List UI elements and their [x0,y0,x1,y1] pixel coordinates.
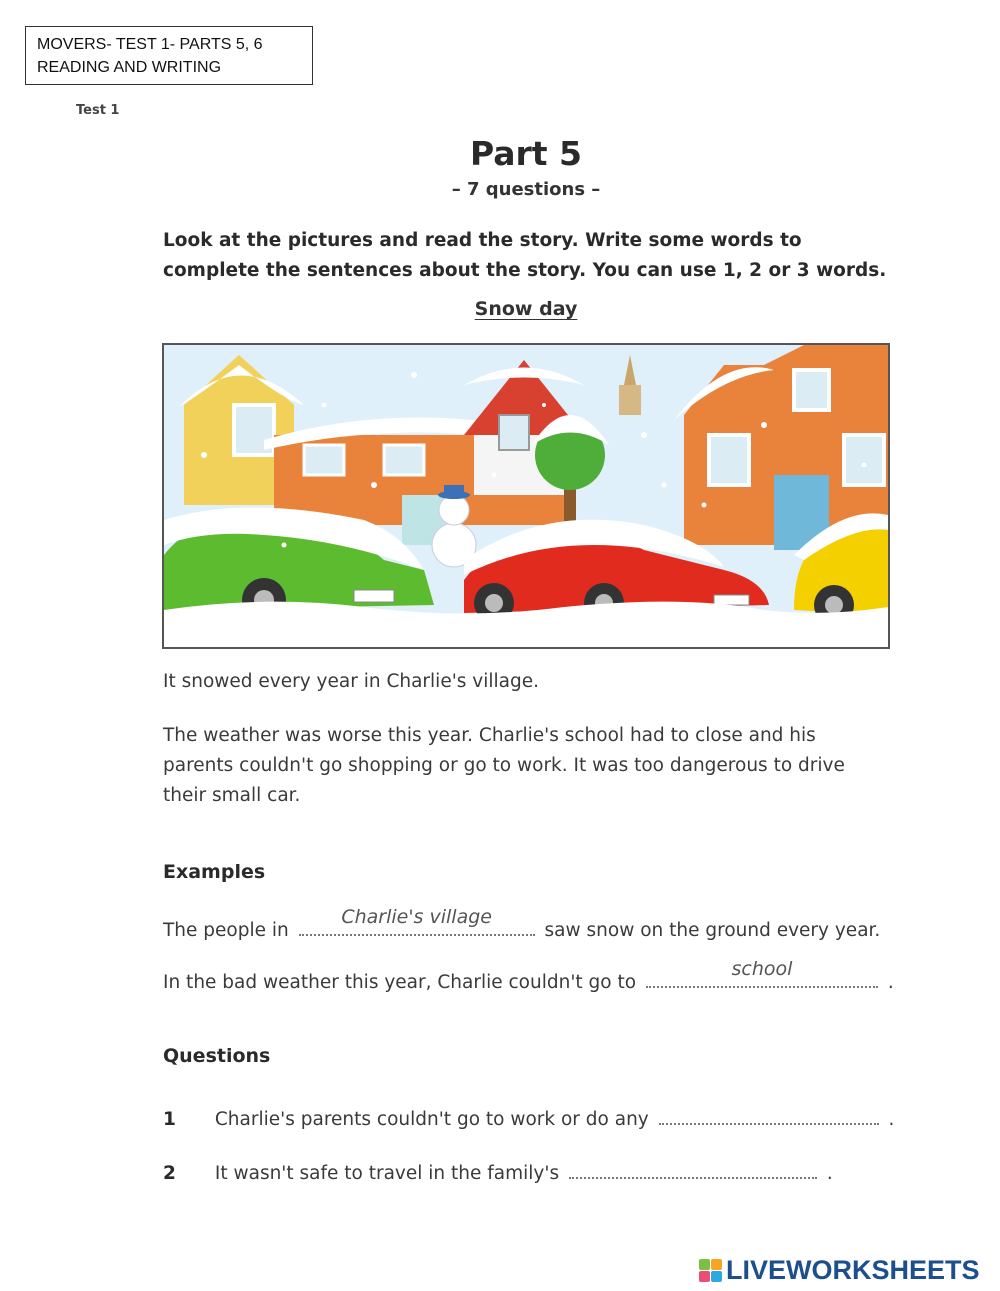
instructions-line-1: Look at the pictures and read the story. Write some words to [163,230,802,251]
logo-square-1 [699,1259,710,1270]
story-paragraph-2-line-3: their small car. [163,785,301,806]
part-subtitle: – 7 questions – [451,179,601,200]
logo-text: LIVEWORKSHEETS [726,1255,980,1285]
question-2-number: 2 [163,1163,176,1184]
header-line-1: MOVERS- TEST 1- PARTS 5, 6 [37,36,263,53]
example-line-2 [163,958,903,993]
header-line-2: READING AND WRITING [37,59,222,76]
story-paragraph-2 [163,721,903,811]
logo-square-4 [711,1271,722,1282]
example-2-answer-field [646,958,878,988]
example-2-text-before: In the bad weather this year, Charlie couldn't go to [163,972,637,993]
questions-heading: Questions [163,1045,271,1067]
examples-heading: Examples [163,861,266,883]
part-title: Part 5 [469,134,583,173]
test-label: Test 1 [76,103,120,118]
snow-street-illustration [162,343,890,649]
worksheet-header-box [25,26,313,85]
question-1-number: 1 [163,1109,176,1130]
story-paragraph-2-line-2: parents couldn't go shopping or go to work. It was too dangerous to drive [163,755,845,776]
example-1-text-after: saw snow on the ground every year. [544,920,881,941]
question-1-text-after: . [888,1109,895,1130]
question-line-2 [163,1157,903,1184]
story-paragraph-2-line-1: The weather was worse this year. Charlie's school had to close and his [163,725,816,746]
example-2-answer: school [731,958,793,980]
question-2-text-after: . [826,1163,833,1184]
logo-square-3 [699,1271,710,1282]
example-1-answer-field [299,906,535,936]
example-2-text-after: . [887,972,894,993]
story-paragraph-1: It snowed every year in Charlie's village. [163,671,540,692]
question-1-answer-field[interactable] [659,1103,879,1125]
example-1-answer: Charlie's village [341,906,492,928]
question-line-1 [163,1103,903,1130]
story-title: Snow day [474,298,578,320]
logo-mark-icon [699,1259,722,1282]
instructions-line-2: complete the sentences about the story. You can use 1, 2 or 3 words. [163,260,887,281]
example-1-text-before: The people in [163,920,289,941]
question-2-text-before: It wasn't safe to travel in the family's [214,1163,560,1184]
logo-square-2 [711,1259,722,1270]
liveworksheets-logo [699,1255,980,1286]
question-1-text-before: Charlie's parents couldn't go to work or do any [214,1109,649,1130]
instructions [163,226,903,286]
question-2-answer-field[interactable] [569,1157,817,1179]
example-line-1 [163,906,903,941]
